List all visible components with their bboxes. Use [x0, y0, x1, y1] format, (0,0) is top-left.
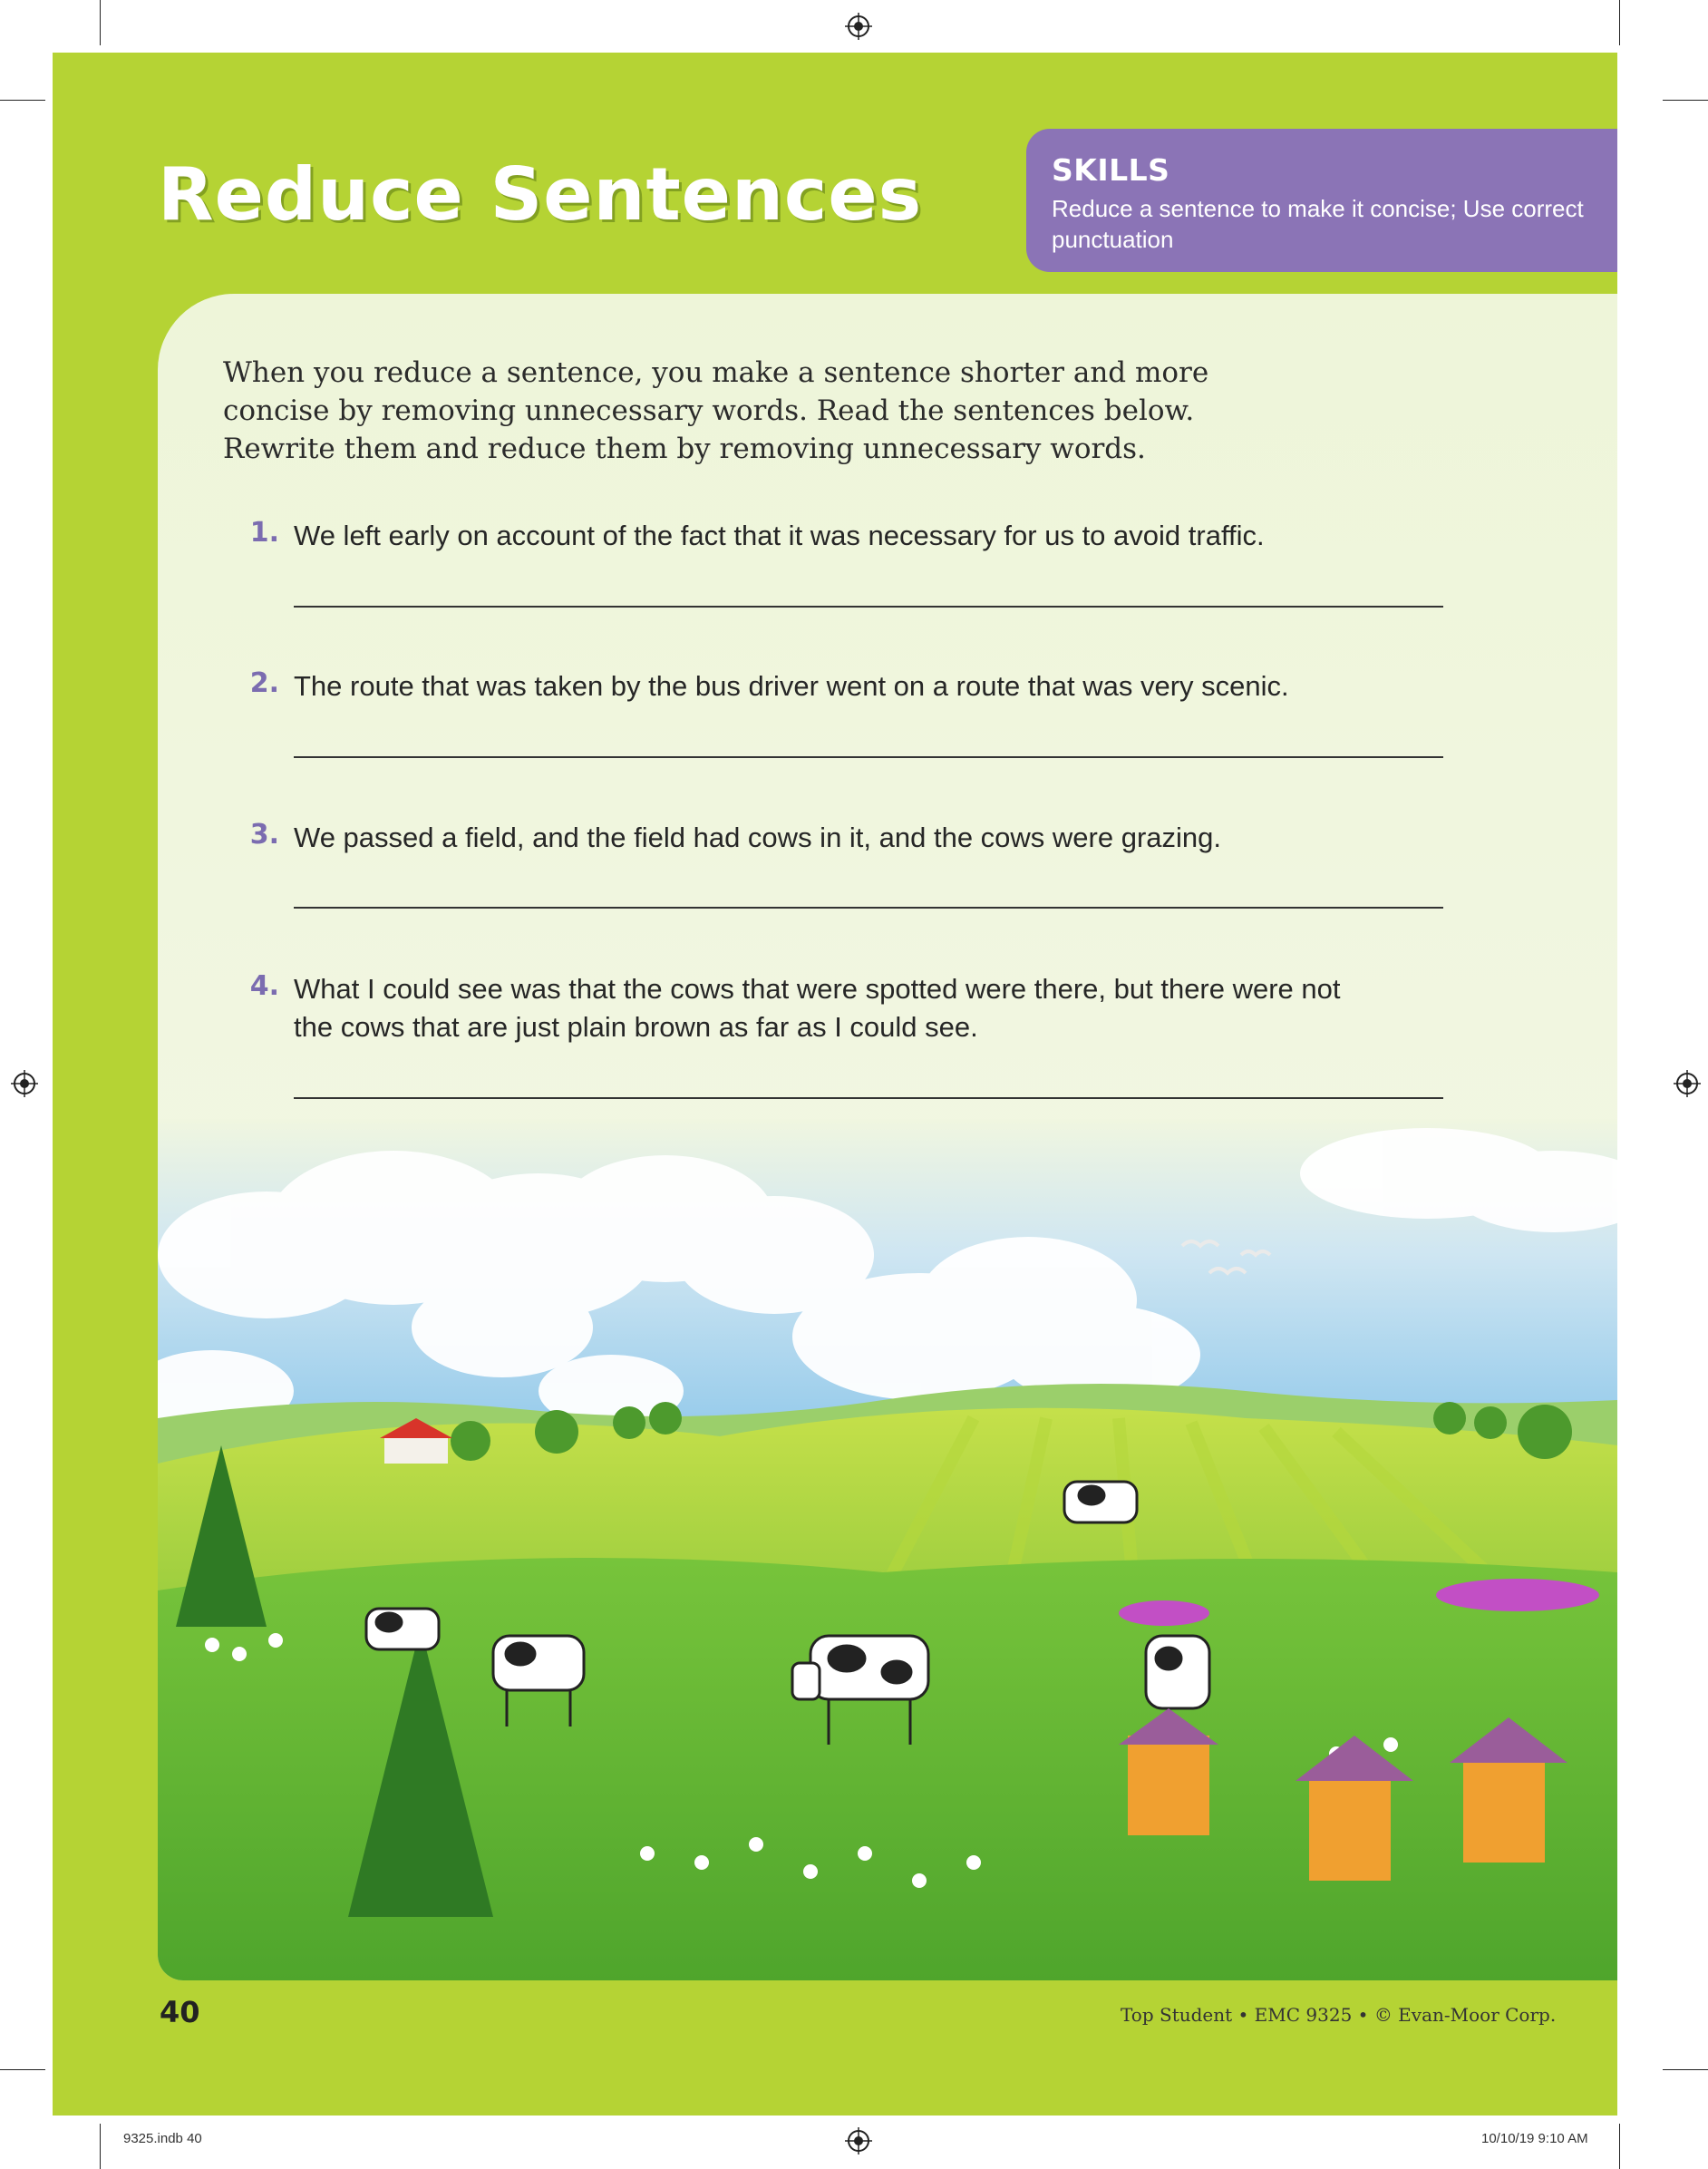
page-number: 40 — [160, 1995, 200, 2029]
answer-line-3[interactable] — [294, 907, 1443, 909]
question-text: We passed a field, and the field had cows in it, and the cows were grazing. — [294, 822, 1222, 853]
registration-mark-icon — [1674, 1070, 1701, 1097]
skills-description: Reduce a sentence to make it concise; Use correct punctuation — [1052, 195, 1584, 253]
question-text: What I could see was that the cows that were spotted were there, but there were not the cows that are just plain brown as far as I could see. — [294, 973, 1341, 1043]
question-number: 4. — [249, 970, 279, 1002]
crop-mark — [1663, 100, 1708, 101]
content-panel — [158, 294, 1617, 1980]
registration-mark-icon — [845, 2127, 872, 2154]
registration-mark-icon — [11, 1070, 38, 1097]
answer-line-1[interactable] — [294, 606, 1443, 608]
crop-mark — [0, 100, 45, 101]
answer-line-2[interactable] — [294, 756, 1443, 758]
crop-mark — [100, 0, 101, 45]
print-slug-file: 9325.indb 40 — [123, 2131, 202, 2146]
skills-box — [1026, 129, 1617, 272]
question-number: 3. — [249, 819, 279, 851]
crop-mark — [100, 2124, 101, 2169]
registration-mark-icon — [845, 13, 872, 40]
crop-mark — [1663, 2069, 1708, 2070]
crop-mark — [1619, 2124, 1620, 2169]
crop-mark — [0, 2069, 45, 2070]
instructions-text: When you reduce a sentence, you make a sentence shorter and more concise by removing unnecessary words. Read the sentences below. Rewrite them and reduce them by removing unnecessary words. — [223, 356, 1209, 465]
print-slug-timestamp: 10/10/19 9:10 AM — [1481, 2131, 1588, 2146]
question-number: 2. — [249, 667, 279, 699]
footer-credit: Top Student • EMC 9325 • © Evan-Moor Corp. — [1121, 2004, 1557, 2026]
cow-icon — [366, 1609, 439, 1649]
farm-illustration — [158, 1119, 1617, 1980]
crop-mark — [1619, 0, 1620, 45]
answer-line-4[interactable] — [294, 1097, 1443, 1099]
cow-icon — [1146, 1636, 1209, 1708]
question-text: The route that was taken by the bus driver went on a route that was very scenic. — [294, 670, 1289, 702]
cow-icon — [1064, 1482, 1137, 1522]
page-title: Reduce Sentences — [158, 152, 923, 237]
skills-heading: SKILLS — [1052, 152, 1170, 188]
question-number: 1. — [249, 517, 279, 549]
question-text: We left early on account of the fact that it was necessary for us to avoid traffic. — [294, 520, 1265, 551]
